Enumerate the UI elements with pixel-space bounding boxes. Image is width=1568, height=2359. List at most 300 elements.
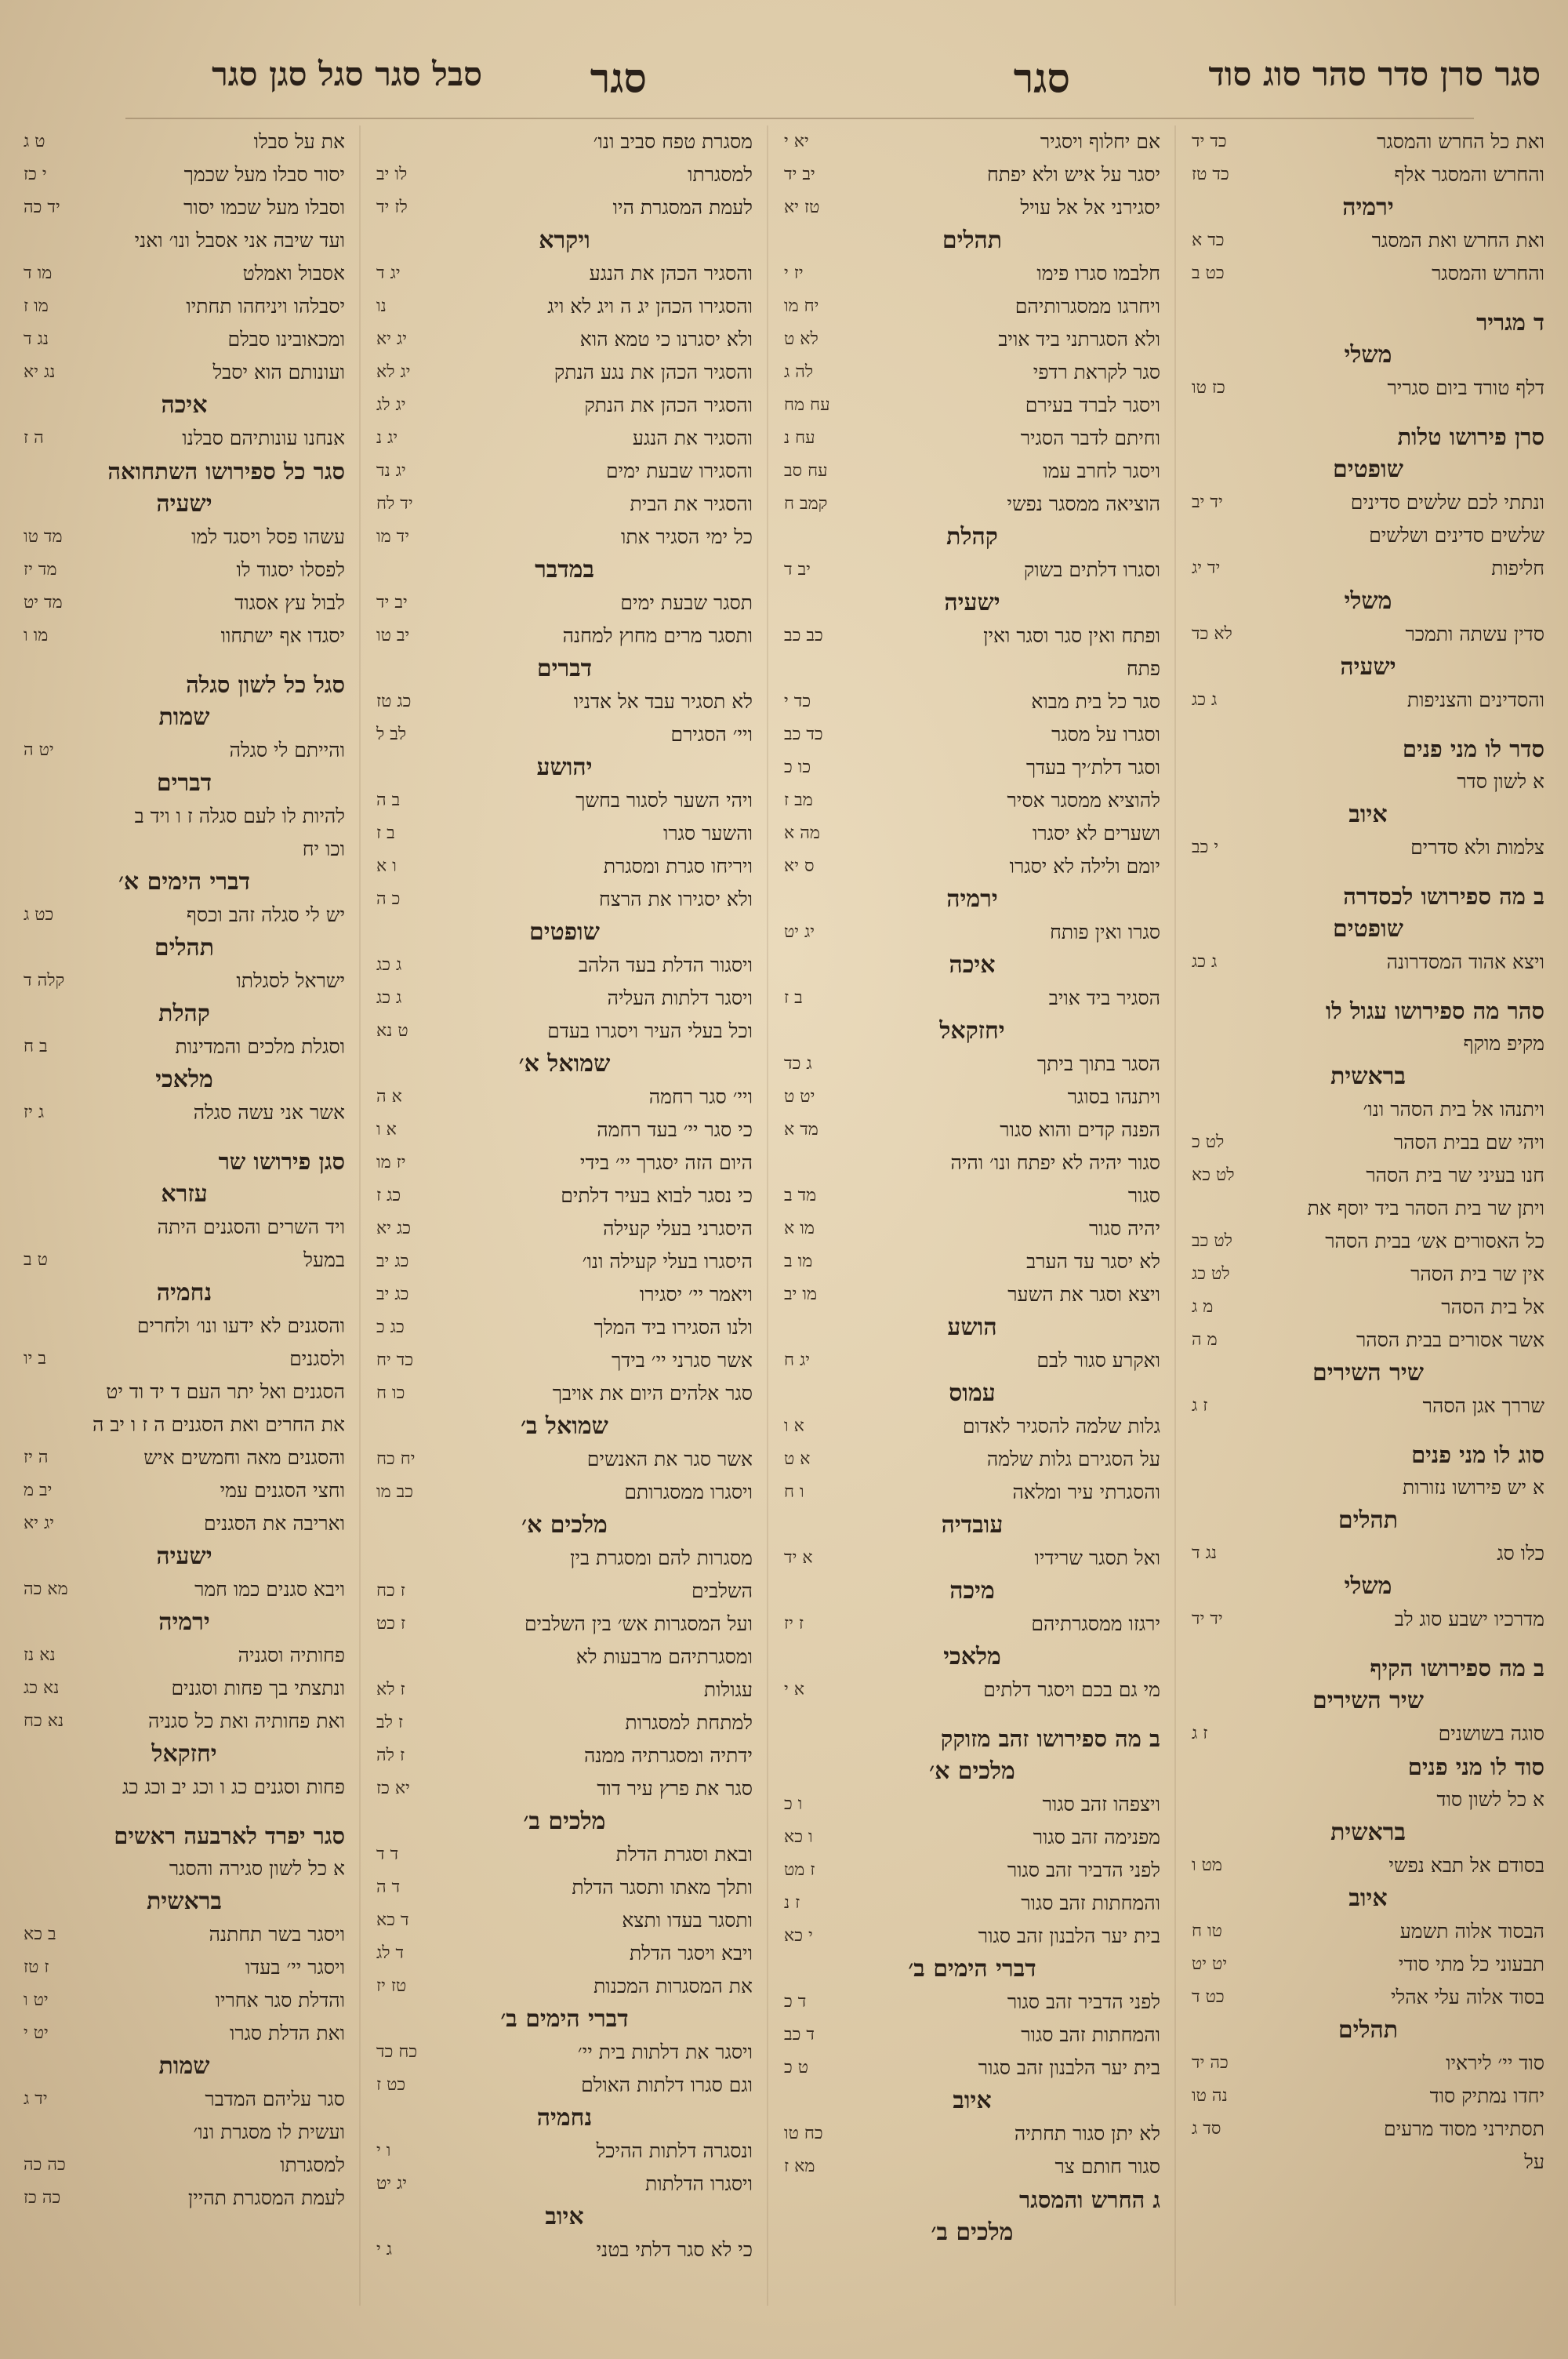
line-text: וכל בעלי העיר ויסגרו בעדם <box>547 1020 753 1042</box>
verse-reference: לב ל <box>376 725 407 744</box>
concordance-line <box>24 965 345 998</box>
line-text: סגור חותם צר <box>1054 2155 1160 2178</box>
concordance-line <box>1192 372 1544 405</box>
header-rule <box>125 118 1474 119</box>
verse-reference: יג יט <box>784 922 815 942</box>
verse-reference: כד יח <box>376 1350 414 1370</box>
book-heading <box>376 1410 753 1443</box>
line-text: ונתתי לכם שלשים סדינים <box>1350 491 1544 514</box>
concordance-line <box>376 2069 753 2102</box>
verse-reference: יג לג <box>376 395 406 415</box>
verse-reference: יד יד <box>1192 1609 1223 1629</box>
concordance-line <box>784 1854 1160 1887</box>
verse-reference: לה ג <box>784 362 814 382</box>
entry-heading <box>1192 994 1544 1027</box>
line-text: תהלים <box>1338 1507 1399 1534</box>
verse-reference: יד ג <box>24 2089 48 2109</box>
verse-reference: כג יב <box>376 1252 409 1271</box>
column-divider <box>767 125 768 2306</box>
line-text: והסגנים מאה וחמשים איש <box>143 1446 345 1469</box>
verse-reference: כב מו <box>376 1482 414 1502</box>
line-text: כל האסורים אש׳ בבית הסהר <box>1325 1230 1544 1252</box>
verse-reference: יט י <box>24 2023 49 2043</box>
concordance-line <box>1192 1915 1544 1948</box>
line-text: דברי הימים ב׳ <box>908 1955 1036 1983</box>
concordance-line <box>784 1147 1160 1180</box>
concordance-line <box>24 1918 345 1951</box>
line-text: סגר כל ספירושו השתחואה <box>107 458 345 485</box>
entry-heading <box>24 1819 345 1852</box>
line-text: היום הזה יסגרך יי׳ בידי <box>579 1151 753 1174</box>
concordance-line <box>1192 1093 1544 1126</box>
concordance-line <box>1192 1225 1544 1258</box>
line-text: ישעיה <box>944 589 1000 616</box>
line-text: הושע <box>947 1314 997 1341</box>
verse-reference: סד ג <box>1192 2119 1221 2139</box>
line-text: תהלים <box>1338 2016 1399 2044</box>
line-text: אין שר בית הסהר <box>1410 1263 1544 1285</box>
line-text: עגולות <box>703 1678 753 1701</box>
line-text: לעמת המסגרת היו <box>612 196 753 219</box>
concordance-line <box>784 1887 1160 1920</box>
concordance-line <box>24 521 345 554</box>
line-text: בראשית <box>1330 1819 1406 1846</box>
verse-reference: ס יא <box>784 856 815 876</box>
line-text: ויתן שר בית הסהר ביד יוסף את <box>1307 1197 1544 1219</box>
concordance-line <box>1192 1291 1544 1324</box>
line-text: דברים <box>536 655 593 682</box>
line-text: והשער סגרו <box>662 822 753 845</box>
verse-reference: י כא <box>784 1926 813 1946</box>
verse-reference: עח סב <box>784 461 828 481</box>
concordance-line <box>376 1278 753 1311</box>
verse-reference: כו ח <box>376 1383 405 1403</box>
line-text: ובאת וסגרת הדלת <box>615 1843 753 1866</box>
line-text: סגר אלהים היום את אויבך <box>552 1382 753 1405</box>
concordance-line <box>24 620 345 652</box>
concordance-line <box>784 2150 1160 2183</box>
line-text: מסגרות להם ומסגרת בין <box>570 1547 753 1569</box>
line-text: ויסגרו הדלתות <box>644 2172 753 2195</box>
verse-reference: יד יג <box>1192 558 1221 578</box>
line-text: מקיפ מוקף <box>1463 1032 1544 1055</box>
verse-reference: ג כד <box>784 1054 812 1074</box>
verse-reference: ז לה <box>376 1746 405 1765</box>
line-text: הוציאה ממסגר נפשי <box>1007 493 1160 515</box>
verse-reference: כח טו <box>784 2124 823 2143</box>
verse-reference: כו כ <box>784 758 811 777</box>
line-text: ירמיה <box>158 1608 210 1636</box>
line-text: א כל לשון סוד <box>1436 1788 1544 1811</box>
concordance-line <box>24 2083 345 2116</box>
concordance-line <box>1192 125 1544 158</box>
book-heading <box>376 554 753 587</box>
verse-reference: יג ח <box>784 1350 811 1370</box>
verse-reference: קמב ח <box>784 494 828 514</box>
verse-reference: ז נ <box>784 1893 800 1913</box>
concordance-line <box>1192 717 1544 732</box>
book-heading <box>1192 1816 1544 1849</box>
line-text: דברי הימים א׳ <box>118 868 251 896</box>
line-text: איוב <box>953 2087 992 2114</box>
verse-reference: יב יד <box>376 593 408 612</box>
line-text: ישעיה <box>1340 653 1396 681</box>
book-heading <box>376 916 753 949</box>
concordance-line <box>24 1129 345 1145</box>
concordance-line <box>784 2019 1160 2052</box>
concordance-line <box>24 1804 345 1819</box>
concordance-line <box>24 2017 345 2050</box>
verse-reference: ד כב <box>784 2025 815 2045</box>
line-text: סדר לו מני פנים <box>1402 736 1544 762</box>
concordance-line <box>376 1871 753 1904</box>
line-text: ויי׳ סגר רחמה <box>648 1085 753 1108</box>
book-heading <box>784 1377 1160 1410</box>
line-text: הסגר בתוך ביתך <box>1036 1052 1160 1075</box>
line-text: להוציא ממסגר אסיר <box>1007 789 1160 812</box>
concordance-line <box>1192 552 1544 585</box>
book-heading <box>376 2201 753 2234</box>
line-text: והדלת סגר אחריו <box>215 1989 345 2012</box>
line-text: והסגיר את הנגע <box>632 427 753 449</box>
line-text: סגן פירושו שר <box>218 1148 345 1175</box>
concordance-line <box>376 1114 753 1147</box>
line-text: כי סגר יי׳ בעד רחמה <box>597 1118 753 1141</box>
line-text: ולסגנים <box>289 1347 345 1370</box>
line-text: סגר עליהם המדבר <box>205 2088 345 2110</box>
concordance-line <box>1192 2146 1544 2179</box>
line-text: בסוד אלוה עלי אהלי <box>1390 1986 1544 2008</box>
line-text: פתח <box>1126 657 1160 680</box>
book-heading <box>24 1178 345 1211</box>
verse-reference: א י <box>784 1680 804 1699</box>
verse-reference: כט ד <box>1192 1987 1225 2007</box>
line-text: ועונותם הוא יסבל <box>212 361 345 383</box>
verse-reference: כה כז <box>24 2188 61 2208</box>
concordance-line <box>1192 1423 1544 1438</box>
book-heading <box>784 949 1160 982</box>
line-text: לפסלו יסגוד לו <box>236 558 345 581</box>
concordance-line <box>24 1474 345 1507</box>
concordance-line <box>376 1904 753 1937</box>
verse-reference: יד כה <box>24 198 60 217</box>
concordance-line <box>376 587 753 620</box>
line-text: סדין עשתה ותמכר <box>1405 623 1544 645</box>
line-text: היסגרני בעלי קעילה <box>603 1217 753 1240</box>
line-text: תהלים <box>154 934 215 961</box>
line-text: תסגר שבעת ימים <box>620 591 753 614</box>
concordance-line <box>1192 1948 1544 1981</box>
concordance-line <box>1192 2080 1544 2113</box>
concordance-line <box>784 158 1160 191</box>
line-text: ויבא סגנים כמו חמר <box>194 1578 345 1601</box>
verse-reference: ב ה <box>376 791 401 810</box>
line-text: שמואל א׳ <box>518 1050 611 1078</box>
concordance-line <box>1192 1603 1544 1636</box>
line-text: ולא יסגרנו כי טמא הוא <box>579 328 753 351</box>
line-text: כי לא סגר דלתי בטני <box>596 2238 753 2261</box>
entry-heading <box>24 668 345 701</box>
verse-reference: יח כח <box>376 1449 416 1469</box>
line-text: ולנו הסגירו ביד המלך <box>593 1316 753 1339</box>
line-text: מסגרת טפח סביב ונו׳ <box>593 130 753 153</box>
book-heading <box>376 1509 753 1542</box>
line-text: ויסגר דלתות העליה <box>607 987 753 1009</box>
verse-reference: נג ד <box>24 329 49 349</box>
running-head-col1: סגר סרן סדר סהר סוג סוד <box>1208 55 1541 93</box>
concordance-line <box>784 1114 1160 1147</box>
verse-reference: יג ד <box>376 264 401 283</box>
verse-reference: לט כ <box>1192 1132 1225 1152</box>
verse-reference: מ ה <box>1192 1330 1218 1350</box>
line-text: בית יער הלבנון זהב סגור <box>978 2056 1160 2079</box>
concordance-line <box>376 1344 753 1377</box>
concordance-line <box>784 751 1160 784</box>
verse-reference: כד טז <box>1192 165 1229 184</box>
line-text: ויחרגו ממסגרותיהם <box>1014 295 1160 318</box>
concordance-line <box>376 455 753 488</box>
verse-reference: יז מו <box>376 1153 406 1172</box>
concordance-line <box>24 1441 345 1474</box>
book-heading <box>376 224 753 257</box>
line-text: חלבמו סגרו פימו <box>1036 262 1160 285</box>
line-text: וסגרו על מסגר <box>1051 723 1160 746</box>
line-text: ותלך מאתו ותסגר הדלת <box>572 1876 753 1899</box>
line-text: והסגיר הכהן את נגע הנתק <box>554 361 753 383</box>
line-text: והסגירו הכהן יג ה ויג לא ויג <box>547 295 753 318</box>
concordance-line <box>376 883 753 916</box>
book-heading <box>784 224 1160 257</box>
verse-reference: מו ד <box>24 264 53 283</box>
line-text: והסגירו שבעת ימים <box>605 460 753 482</box>
book-heading <box>24 2050 345 2083</box>
line-text: דברי הימים ב׳ <box>500 2005 629 2033</box>
concordance-line <box>1192 224 1544 257</box>
verse-reference: מה א <box>784 823 820 843</box>
line-text: ואת כל החרש והמסגר <box>1377 130 1544 153</box>
verse-reference: מד ב <box>784 1186 817 1205</box>
verse-reference: כד כב <box>784 725 823 744</box>
line-text: אשר סגרני יי׳ בידך <box>611 1349 753 1372</box>
concordance-line <box>1192 684 1544 717</box>
line-text: למסגרתו <box>688 163 753 186</box>
line-text: במדבר <box>535 556 594 583</box>
concordance-line <box>1192 1981 1544 2014</box>
verse-reference: נא נז <box>24 1645 56 1665</box>
book-heading <box>784 1755 1160 1788</box>
line-text: שמואל ב׳ <box>521 1412 608 1440</box>
concordance-line <box>784 1180 1160 1212</box>
concordance-line <box>784 1410 1160 1443</box>
line-text: ונסגרה דלתות ההיכל <box>596 2139 753 2162</box>
concordance-line <box>24 191 345 224</box>
line-text: לפני הדביר זהב סגור <box>1007 1990 1160 2013</box>
line-text: סוד לו מני פנים <box>1407 1754 1544 1780</box>
concordance-line <box>376 521 753 554</box>
line-text: ותסגר בעדו ותצא <box>622 1909 753 1932</box>
line-text: והסגנים לא ידעו ונו׳ ולחרים <box>136 1314 345 1337</box>
verse-reference: כט ג <box>24 905 54 925</box>
line-text: השלבים <box>691 1579 753 1602</box>
line-text: הפנה קדים והוא סגור <box>1000 1118 1160 1141</box>
line-text: תבעוני כל מתי סודי <box>1398 1953 1544 1976</box>
concordance-line <box>1192 1258 1544 1291</box>
line-text: ישעיה <box>156 490 212 518</box>
line-text: תסתירני מסוד מרעים <box>1384 2117 1544 2140</box>
concordance-line <box>1192 519 1544 552</box>
verse-reference: א ה <box>376 1087 402 1107</box>
line-text: כל ימי הסגיר אתו <box>620 525 753 548</box>
line-text: ויסגר יי׳ בעדו <box>245 1956 345 1979</box>
book-heading <box>784 1509 1160 1542</box>
concordance-line <box>376 257 753 290</box>
concordance-line <box>24 1951 345 1984</box>
concordance-line <box>784 1674 1160 1707</box>
line-text: ירמיה <box>1342 194 1394 221</box>
verse-reference: נא כח <box>24 1711 64 1731</box>
line-text: כי נסגר לבוא בעיר דלתים <box>561 1184 753 1207</box>
concordance-line <box>24 2116 345 2149</box>
line-text: יסבלהו ויניחהו תחתיו <box>186 295 345 318</box>
verse-reference: כד י <box>784 692 811 711</box>
book-heading <box>24 1540 345 1573</box>
line-text: יהושע <box>536 754 593 781</box>
concordance-line <box>784 685 1160 718</box>
line-text: ויסגר לברד בעירם <box>1025 394 1160 416</box>
line-text: והחרש והמסגר <box>1432 262 1544 285</box>
concordance-line <box>376 1674 753 1707</box>
line-text: אנחנו עונותיהם סבלנו <box>182 427 345 449</box>
concordance-line <box>376 323 753 356</box>
line-text: יסגר על איש ולא יפתח <box>987 163 1160 186</box>
concordance-line <box>784 1707 1160 1722</box>
verse-reference: א ט <box>784 1449 811 1469</box>
concordance-line <box>376 488 753 521</box>
concordance-line <box>1192 765 1544 798</box>
line-text: נחמיה <box>536 2104 593 2132</box>
concordance-line <box>376 389 753 422</box>
line-text: ויריחו סגרת ומסגרת <box>603 855 753 878</box>
verse-reference: ד ד <box>376 1845 399 1864</box>
book-heading <box>24 488 345 521</box>
verse-reference: ז טז <box>24 1957 49 1977</box>
book-heading <box>24 389 345 422</box>
line-text: שמות <box>158 703 210 731</box>
verse-reference: יב יד <box>784 165 815 184</box>
line-text: ואת החרש ואת המסגר <box>1371 229 1544 252</box>
concordance-line <box>376 1937 753 1970</box>
line-text: וסגר דלת׳יך בעדך <box>1025 756 1160 779</box>
column-1 <box>1192 125 1544 2321</box>
verse-reference: כג טז <box>376 692 412 711</box>
running-head-col4: סבל סגר סגל סגן סגר <box>212 55 482 93</box>
verse-reference: א יד <box>784 1548 813 1568</box>
entry-heading <box>1192 306 1544 339</box>
book-heading <box>1192 1570 1544 1603</box>
line-text: ואקרע סגור לבם <box>1036 1349 1160 1372</box>
verse-reference: מו ב <box>784 1252 813 1271</box>
verse-reference: כג יב <box>376 1285 409 1304</box>
verse-reference: יג נד <box>376 461 406 481</box>
verse-reference: ג כג <box>376 955 402 975</box>
concordance-line <box>24 1211 345 1244</box>
verse-reference: כט ב <box>1192 264 1225 283</box>
verse-reference: ז כח <box>376 1581 405 1601</box>
book-heading <box>784 1641 1160 1674</box>
concordance-line <box>784 125 1160 158</box>
concordance-line <box>376 2168 753 2201</box>
book-heading <box>784 2216 1160 2249</box>
line-text: דלף טורד ביום סגריר <box>1387 376 1544 399</box>
concordance-line <box>784 817 1160 850</box>
verse-reference: טו ח <box>1192 1921 1222 1941</box>
concordance-line <box>376 1641 753 1674</box>
verse-reference: יט ט <box>784 1087 815 1107</box>
concordance-line <box>784 1986 1160 2019</box>
line-text: יחזקאל <box>151 1740 217 1768</box>
verse-reference: מד טו <box>24 527 63 547</box>
line-text: ואריבה את הסגנים <box>204 1512 345 1535</box>
book-heading <box>1192 585 1544 618</box>
concordance-line <box>1192 2113 1544 2146</box>
concordance-line <box>1192 1717 1544 1750</box>
verse-reference: ז יז <box>784 1614 804 1634</box>
concordance-line <box>784 982 1160 1015</box>
concordance-line <box>376 191 753 224</box>
verse-reference: מו א <box>784 1219 815 1238</box>
verse-reference: יג יט <box>376 2174 408 2194</box>
verse-reference: ב יו <box>24 1349 46 1369</box>
book-heading <box>24 1606 345 1639</box>
concordance-line <box>376 356 753 389</box>
line-text: על הסגירם גלות שלמה <box>986 1448 1160 1470</box>
line-text: ידתיה ומסגרתיה ממנה <box>584 1744 753 1767</box>
line-text: יחזקאל <box>939 1017 1005 1045</box>
verse-reference: ט ג <box>24 132 45 151</box>
verse-reference: ד כא <box>376 1910 409 1930</box>
concordance-line <box>376 685 753 718</box>
verse-reference: קלה ד <box>24 971 65 990</box>
line-text: שלשים סדינים ושלשים <box>1369 524 1544 547</box>
line-text: ויסגר לחרב עמו <box>1043 460 1160 482</box>
book-heading <box>1192 1882 1544 1915</box>
concordance-line <box>1192 486 1544 519</box>
line-text: צלמות ולא סדרים <box>1410 836 1544 859</box>
concordance-line <box>784 1048 1160 1081</box>
concordance-line <box>376 949 753 982</box>
line-text: סגור <box>1127 1184 1160 1207</box>
line-text: לבול עץ אסגוד <box>234 591 345 614</box>
line-text: וכו יח <box>302 838 345 860</box>
book-heading <box>1192 1060 1544 1093</box>
concordance-line <box>376 817 753 850</box>
concordance-line <box>1192 1849 1544 1882</box>
line-text: לפני הדביר זהב סגור <box>1007 1859 1160 1881</box>
concordance-line <box>376 718 753 751</box>
verse-reference: מא ז <box>784 2157 815 2176</box>
concordance-line <box>1192 1636 1544 1652</box>
verse-reference: לט כג <box>1192 1264 1230 1284</box>
verse-reference: יד לח <box>376 494 413 514</box>
concordance-line <box>784 1788 1160 1821</box>
concordance-line <box>24 652 345 668</box>
line-text: מדרכיו ישבע סוג לב <box>1394 1608 1544 1630</box>
verse-reference: יח מו <box>784 296 819 316</box>
line-text: מי גם בכם ויסגר דלתים <box>983 1678 1160 1701</box>
concordance-line <box>784 290 1160 323</box>
concordance-line <box>24 1096 345 1129</box>
line-text: ויסגר בשר תחתנה <box>209 1923 345 1946</box>
